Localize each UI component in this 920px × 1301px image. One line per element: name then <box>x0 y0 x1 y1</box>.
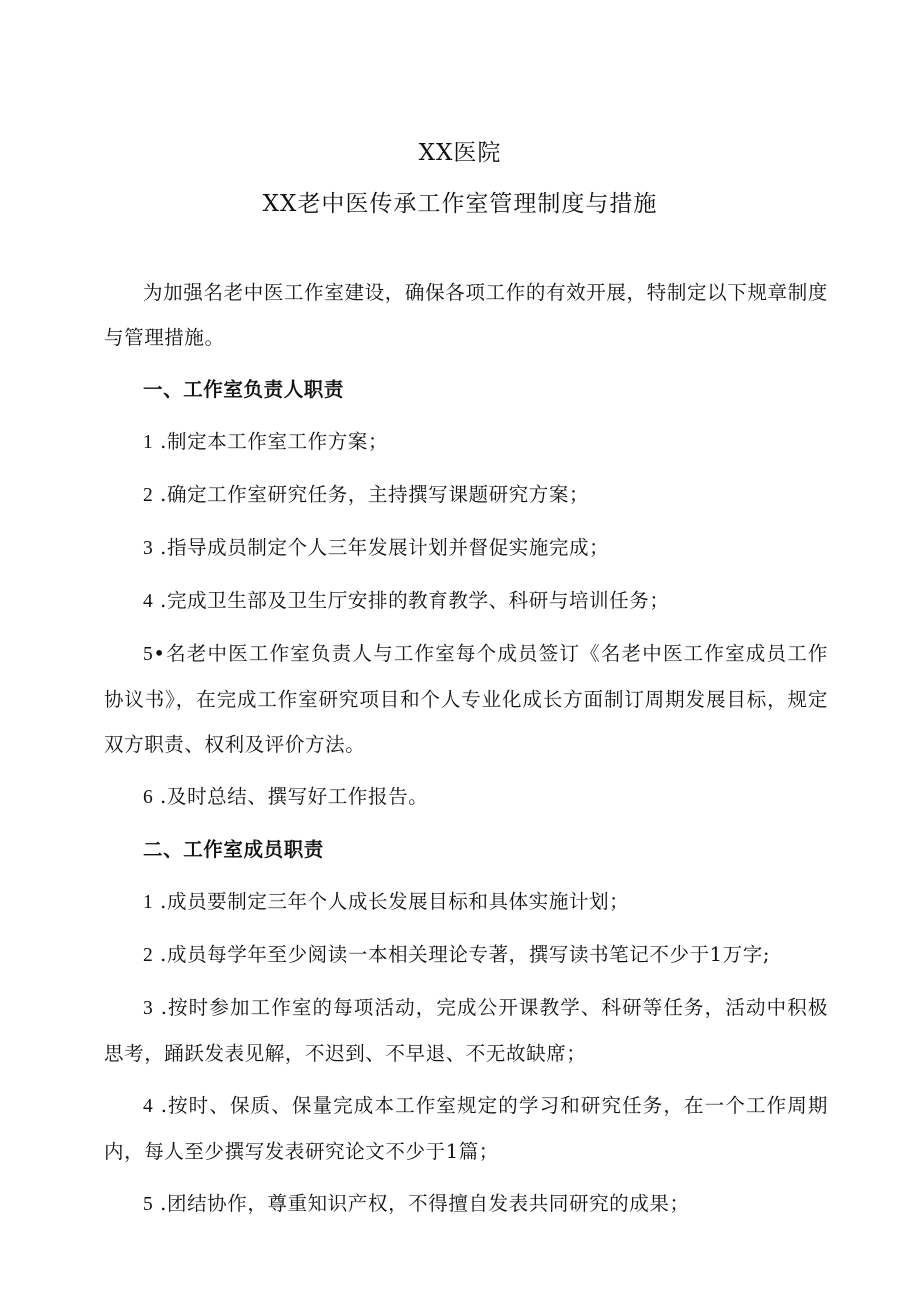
item-separator: . <box>153 589 167 612</box>
item-separator: • <box>153 642 166 665</box>
item-separator: . <box>153 943 167 966</box>
intro-paragraph: 为加强名老中医工作室建设，确保各项工作的有效开展，特制定以下规章制度与管理措施。 <box>104 281 828 349</box>
list-item <box>104 985 828 1076</box>
item-separator: . <box>153 1094 168 1117</box>
item-number: 4 <box>143 1096 154 1117</box>
document-title: XX老中医传承工作室管理制度与措施 <box>262 191 658 217</box>
item-separator: . <box>153 430 167 453</box>
list-item <box>104 1083 828 1174</box>
item-number: 5 <box>143 1194 154 1215</box>
item-number: 6 <box>143 787 154 808</box>
item-text: 按时参加工作室的每项活动，完成公开课教学、科研等任务，活动中积极思考，踊跃发表见解，不迟到、不早退、不无故缺席； <box>104 996 828 1065</box>
item-text: 制定本工作室工作方案； <box>166 430 389 453</box>
item-text: 名老中医工作室负责人与工作室每个成员签订《名老中医工作室成员工作协议书》，在完成工作室研究项目和个人专业化成长方面制订周期发展目标，规定双方职责、权利及评价方法。 <box>104 642 828 756</box>
item-separator: . <box>153 536 167 559</box>
document-body <box>104 270 828 1234</box>
section-heading: 二、工作室成员职责 <box>143 838 324 861</box>
item-separator: . <box>153 483 167 506</box>
item-text: 团结协作，尊重知识产权，不得擅自发表共同研究的成果； <box>166 1192 690 1215</box>
item-separator: . <box>153 996 168 1019</box>
item-number: 2 <box>143 485 154 506</box>
item-text: 按时、保质、保量完成本工作室规定的学习和研究任务，在一个工作周期内，每人至少撰写发表研究论文不少于1篇； <box>104 1094 828 1163</box>
item-text: 成员要制定三年个人成长发展目标和具体实施计划； <box>166 890 630 913</box>
list-item <box>104 1181 828 1227</box>
list-item <box>104 525 828 571</box>
item-text: 及时总结、撰写好工作报告。 <box>166 785 429 808</box>
list-item <box>104 774 828 820</box>
item-text: 完成卫生部及卫生厅安排的教育教学、科研与培训任务； <box>166 589 670 612</box>
item-number: 1 <box>143 892 154 913</box>
list-item <box>104 419 828 465</box>
item-number: 3 <box>143 538 154 559</box>
item-text: 指导成员制定个人三年发展计划并督促实施完成； <box>166 536 610 559</box>
list-item <box>104 932 828 978</box>
item-number: 4 <box>143 591 154 612</box>
item-separator: . <box>153 785 167 808</box>
item-separator: . <box>153 890 167 913</box>
list-item <box>104 879 828 925</box>
item-number: 2 <box>143 945 154 966</box>
list-item <box>104 631 828 767</box>
section-heading: 一、工作室负责人职责 <box>143 378 345 401</box>
item-text: 确定工作室研究任务，主持撰写课题研究方案； <box>166 483 590 506</box>
list-item <box>104 472 828 518</box>
item-number: 5 <box>143 644 154 665</box>
document-org-title: XX医院 <box>418 140 502 166</box>
list-item <box>104 578 828 624</box>
item-separator: . <box>153 1192 167 1215</box>
item-text: 成员每学年至少阅读一本相关理论专著，撰写读书笔记不少于1万字; <box>166 943 771 966</box>
item-number: 3 <box>143 998 154 1019</box>
item-number: 1 <box>143 432 154 453</box>
